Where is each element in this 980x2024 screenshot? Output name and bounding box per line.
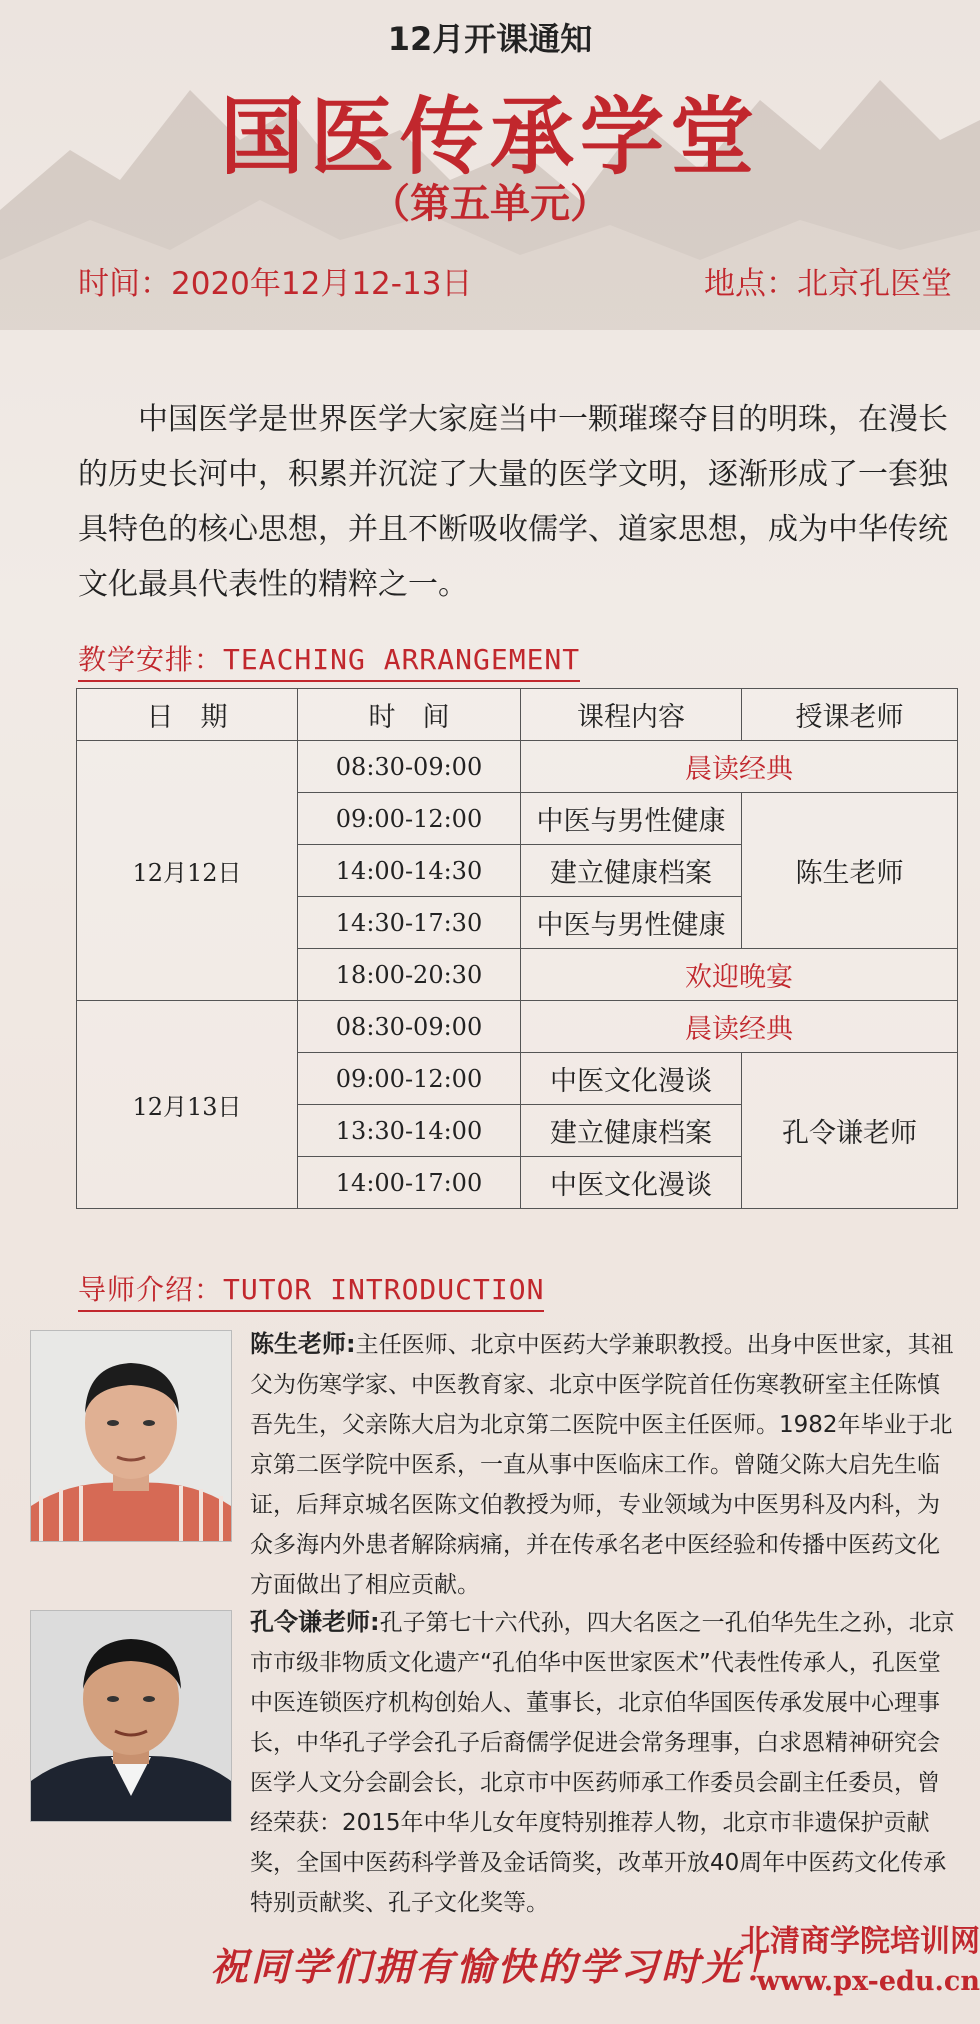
schedule-table <box>76 688 958 1209</box>
course-cell-highlight: 晨读经典 <box>521 1001 958 1053</box>
brand-name: 北清商学院培训网 <box>740 1924 980 1959</box>
brand-watermark <box>740 1922 980 2002</box>
unit-subtitle: （第五单元） <box>370 181 610 227</box>
page-title: 国医传承学堂 <box>219 88 760 186</box>
time-cell: 14:00-14:30 <box>298 845 521 897</box>
table-row <box>77 741 958 793</box>
date-cell: 12月13日 <box>77 1001 298 1209</box>
header-date: 日 期 <box>77 689 298 741</box>
tutor-bio-chen <box>250 1324 960 1605</box>
time-cell: 09:00-12:00 <box>298 793 521 845</box>
tutor-photo-kong <box>30 1610 232 1822</box>
time-cell: 08:30-09:00 <box>298 1001 521 1053</box>
teacher-cell: 陈生老师 <box>742 793 958 949</box>
event-time: 时间：2020年12月12-13日 <box>78 266 473 302</box>
time-cell: 14:30-17:30 <box>298 897 521 949</box>
notice-heading: 12月开课通知 <box>387 20 593 58</box>
header-time: 时 间 <box>298 689 521 741</box>
tutor-bio-text-kong: 孔子第七十六代孙，四大名医之一孔伯华先生之孙，北京市市级非物质文化遗产“孔伯华中医世家医术”代表性传承人，孔医堂中医连锁医疗机构创始人、董事长，北京伯华国医传承发展中心理事长，中华孔子学会孔子后裔儒学促进会常务理事，白求恩精神研究会医学人文分会副会长，北京市中医药师承工作委员会副主任委员，曾经荣获：2015年中华儿女年度特别推荐人物，北京市非遗保护贡献奖，全国中医药科学普及金话筒奖，改革开放40周年中医药文化传承特别贡献奖、孔子文化奖等。 <box>250 1610 955 1916</box>
time-cell: 14:00-17:00 <box>298 1157 521 1209</box>
course-cell: 建立健康档案 <box>521 1105 742 1157</box>
schedule-section-title: 教学安排：TEACHING ARRANGEMENT <box>78 638 580 682</box>
tutor-name-chen: 陈生老师: <box>250 1330 356 1358</box>
time-cell: 08:30-09:00 <box>298 741 521 793</box>
header-course: 课程内容 <box>521 689 742 741</box>
teacher-cell: 孔令谦老师 <box>742 1053 958 1209</box>
brand-url: www.px-edu.cn <box>756 1966 980 1997</box>
tutor-bio-text-chen: 主任医师、北京中医药大学兼职教授。出身中医世家，其祖父为伤寒学家、中医教育家、北京中医学院首任伤寒教研室主任陈慎吾先生，父亲陈大启为北京第二医院中医主任医师。1982年毕业于北京第二医学院中医系，一直从事中医临床工作。曾随父陈大启先生临证，后拜京城名医陈文伯教授为师，专业领域为中医男科及内科，为众多海内外患者解除病痛，并在传承名老中医经验和传播中医药文化方面做出了相应贡献。 <box>250 1332 954 1598</box>
table-header-row <box>77 689 958 741</box>
header-teacher: 授课老师 <box>742 689 958 741</box>
course-cell-highlight: 晨读经典 <box>521 741 958 793</box>
course-cell: 中医与男性健康 <box>521 897 742 949</box>
course-cell: 中医文化漫谈 <box>521 1157 742 1209</box>
closing-message: 祝同学们拥有愉快的学习时光！ <box>210 1945 785 1989</box>
course-cell: 中医文化漫谈 <box>521 1053 742 1105</box>
tutor-name-kong: 孔令谦老师: <box>250 1608 380 1636</box>
tutor-photo-chen <box>30 1330 232 1542</box>
tutor-section-title: 导师介绍：TUTOR INTRODUCTION <box>78 1268 544 1312</box>
table-row <box>77 1001 958 1053</box>
date-cell: 12月12日 <box>77 741 298 1001</box>
course-cell: 中医与男性健康 <box>521 793 742 845</box>
time-cell: 13:30-14:00 <box>298 1105 521 1157</box>
course-cell: 建立健康档案 <box>521 845 742 897</box>
time-cell: 09:00-12:00 <box>298 1053 521 1105</box>
event-place: 地点：北京孔医堂 <box>704 266 952 302</box>
course-cell-highlight: 欢迎晚宴 <box>521 949 958 1001</box>
time-cell: 18:00-20:30 <box>298 949 521 1001</box>
tutor-bio-kong <box>250 1602 960 1923</box>
intro-paragraph: 中国医学是世界医学大家庭当中一颗璀璨夺目的明珠，在漫长的历史长河中，积累并沉淀了大量的医学文明，逐渐形成了一套独具特色的核心思想，并且不断吸收儒学、道家思想，成为中华传统文化最具代表性的精粹之一。 <box>78 402 948 602</box>
